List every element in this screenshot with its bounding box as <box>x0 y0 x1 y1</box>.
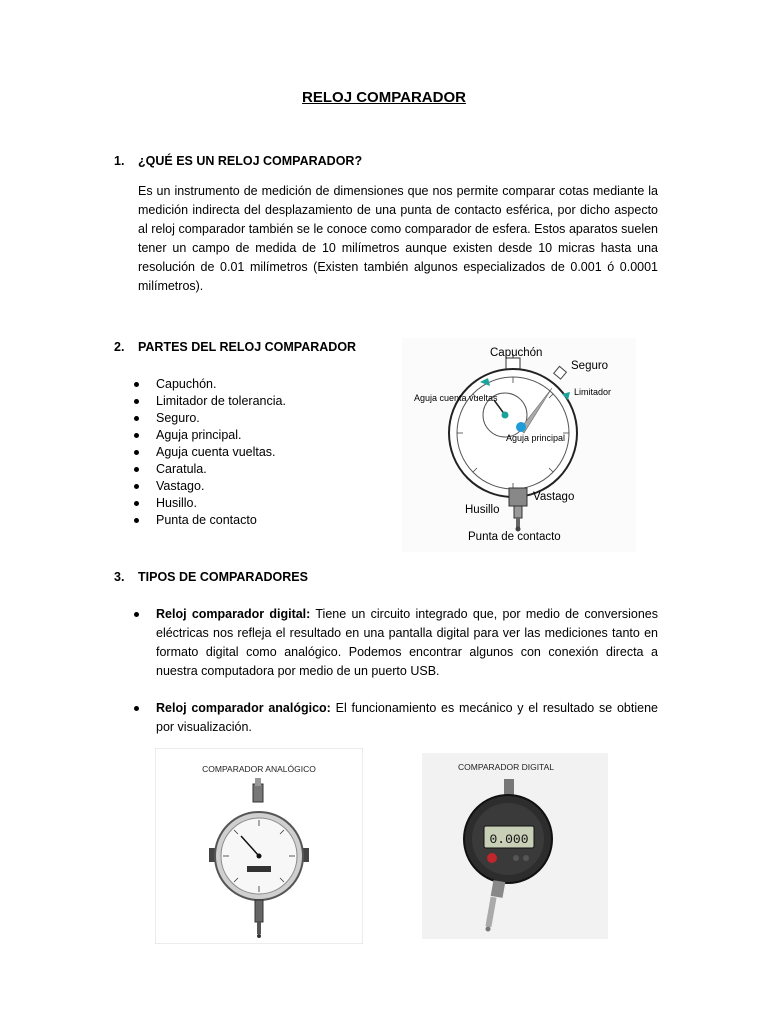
label-limitador: Limitador <box>574 387 612 397</box>
section-1-heading-text: ¿QUÉ ES UN RELOJ COMPARADOR? <box>138 154 363 168</box>
section-1-paragraph: Es un instrumento de medición de dimensiones que nos permite comparar cotas mediante la medición indirecta del desplazamiento de una punta de contacto esférica, por dicho aspecto al reloj comparador también se le conoce como comparador de esfera. Estos aparatos suelen tener un campo de medida de 10 milímetros aunque existen desde 10 micras hasta una resolución de 0.01 milímetros (Existen también algunos especializados de 0.001 ó 0.0001 milímetros). <box>138 184 658 293</box>
digital-comparator-image <box>422 753 608 939</box>
section-2-number: 2. <box>114 340 125 354</box>
list-item: Caratula. <box>133 461 286 478</box>
label-aguja-cuenta-vueltas: Aguja cuenta vueltas <box>414 393 498 403</box>
main-needle-hub <box>516 422 526 432</box>
list-item: Limitador de tolerancia. <box>133 393 286 410</box>
label-husillo: Husillo <box>465 504 500 516</box>
label-capuchon: Capuchón <box>490 347 543 359</box>
type-analog-description: El funcionamiento es mecánico y el resultado se obtiene por visualización. <box>156 701 658 734</box>
analog-dial-image <box>155 748 363 944</box>
type-digital <box>133 605 658 681</box>
analog-caption: COMPARADOR ANALÓGICO <box>202 764 316 774</box>
parts-diagram <box>402 338 636 552</box>
list-item: Aguja cuenta vueltas. <box>133 444 286 461</box>
page-title: RELOJ COMPARADOR <box>302 89 466 106</box>
section-3-heading <box>114 570 308 584</box>
section-1-heading <box>114 154 362 168</box>
bullet-dot <box>134 612 139 617</box>
analog-comparator-image <box>155 748 363 944</box>
label-aguja-principal: Aguja principal <box>506 433 566 443</box>
dial-indicator-diagram <box>402 338 636 552</box>
list-item: Punta de contacto <box>133 512 286 529</box>
type-digital-name: Reloj comparador digital: <box>156 607 311 621</box>
bullet-dot <box>134 706 139 711</box>
type-analog <box>133 699 658 737</box>
list-item: Aguja principal. <box>133 427 286 444</box>
label-seguro: Seguro <box>571 360 609 372</box>
section-3-heading-text: TIPOS DE COMPARADORES <box>138 570 308 584</box>
section-2-heading <box>114 340 356 354</box>
list-item: Husillo. <box>133 495 286 512</box>
digital-dial-image <box>422 753 608 939</box>
section-1-number: 1. <box>114 154 125 168</box>
list-item: Seguro. <box>133 410 286 427</box>
red-button <box>487 853 497 863</box>
list-item: Vastago. <box>133 478 286 495</box>
digital-caption: COMPARADOR DIGITAL <box>457 762 555 772</box>
parts-list <box>133 376 286 529</box>
section-2-heading-text: PARTES DEL RELOJ COMPARADOR <box>138 340 357 354</box>
type-digital-description: Tiene un circuito integrado que, por medio de conversiones eléctricas nos refleja el resultado en una pantalla digital para ver las mediciones tanto en formato digital como analógico. Podemos encontrar algunos con conexión directa a nuestra computadora por medio de un puerto USB. <box>156 607 659 678</box>
type-analog-name: Reloj comparador analógico: <box>156 701 331 715</box>
section-3-number: 3. <box>114 570 125 584</box>
list-item: Capuchón. <box>133 376 286 393</box>
label-vastago: Vastago <box>533 491 575 503</box>
label-punta-de-contacto: Punta de contacto <box>468 531 561 543</box>
digital-display: 0.000 <box>489 832 529 847</box>
